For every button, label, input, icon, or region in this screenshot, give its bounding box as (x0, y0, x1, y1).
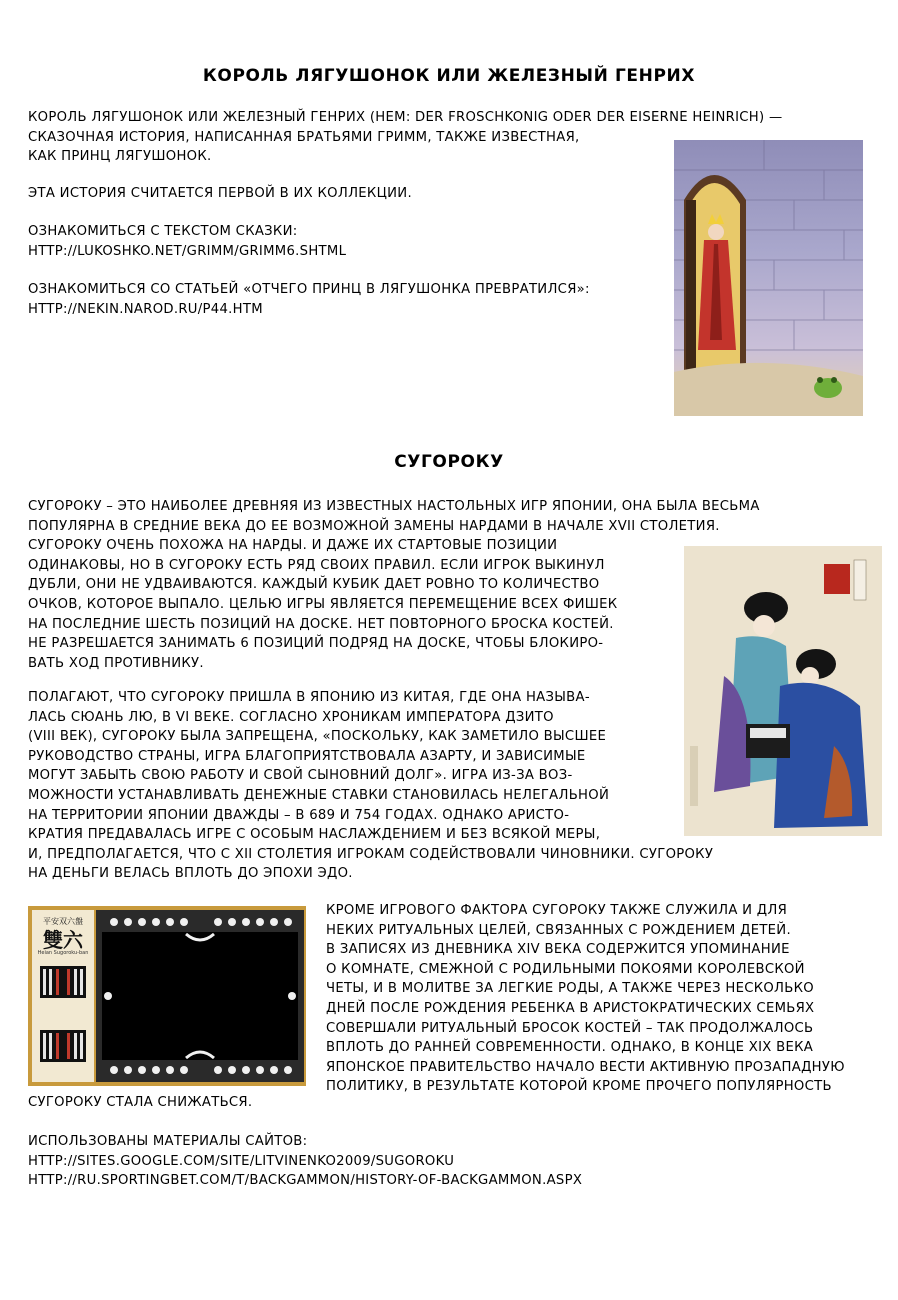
text-line: СУГОРОКУ – ЭТО НАИБОЛЕЕ ДРЕВНЯЯ ИЗ ИЗВЕСТНЫХ НАСТОЛЬНЫХ ИГР ЯПОНИИ, ОНА БЫЛА ВЕСЬМА (28, 499, 760, 514)
text-line: КАК ПРИНЦ ЛЯГУШОНОК. (28, 149, 212, 165)
text-line: ПОПУЛЯРНА В СРЕДНИЕ ВЕКА ДО ЕЕ ВОЗМОЖНОЙ ЗАМЕНЫ НАРДАМИ В НАЧАЛЕ XVII СТОЛЕТИЯ. (28, 518, 720, 534)
text-line: О КОМНАТЕ, СМЕЖНОЙ С РОДИЛЬНЫМИ ПОКОЯМИ КОРОЛЕВСКОЙ (326, 961, 805, 977)
text-line: ЛАСЬ СЮАНЬ ЛЮ, В VI ВЕКЕ. СОГЛАСНО ХРОНИКАМ ИМПЕРАТОРА ДЗИТО (28, 709, 554, 725)
article-link[interactable]: HTTP://NEKIN.NAROD.RU/P44.HTM (28, 301, 263, 317)
link-label: ОЗНАКОМИТЬСЯ СО СТАТЬЕЙ «ОТЧЕГО ПРИНЦ В ЛЯГУШОНКА ПРЕВРАТИЛСЯ»: (28, 282, 590, 297)
section-title-sugoroku: СУГОРОКУ (394, 452, 504, 472)
text-line: ОДИНАКОВЫ, НО В СУГОРОКУ ЕСТЬ РЯД СВОИХ ПРАВИЛ. ЕСЛИ ИГРОК ВЫКИНУЛ (28, 557, 605, 573)
text-line: КОРОЛЬ ЛЯГУШОНОК ИЛИ ЖЕЛЕЗНЫЙ ГЕНРИХ (НЕМ: DER FROSCHKONIG ODER DER EISERNE HEINRICH) — (28, 110, 783, 125)
sources-block (28, 1132, 582, 1191)
sugoroku-paragraph-3 (326, 901, 845, 1097)
text-line: КРАТИЯ ПРЕДАВАЛАСЬ ИГРЕ С ОСОБЫМ НАСЛАЖДЕНИЕМ И БЕЗ ВСЯКОЙ МЕРЫ, (28, 827, 601, 843)
sources-label: ИСПОЛЬЗОВАНЫ МАТЕРИАЛЫ САЙТОВ: (28, 1134, 308, 1149)
text-line: (VIII ВЕК), СУГОРОКУ БЫЛА ЗАПРЕЩЕНА, «ПОСКОЛЬКУ, КАК ЗАМЕТИЛО ВЫСШЕЕ (28, 729, 607, 745)
article-link-block (28, 280, 590, 319)
text-line: В ЗАПИСЯХ ИЗ ДНЕВНИКА XIV ВЕКА СОДЕРЖИТСЯ УПОМИНАНИЕ (326, 942, 790, 958)
text-line: ОЧКОВ, КОТОРОЕ ВЫПАЛО. ЦЕЛЬЮ ИГРЫ ЯВЛЯЕТСЯ ПЕРЕМЕЩЕНИЕ ВСЕХ ФИШЕК (28, 596, 618, 612)
text-line: ЯПОНСКОЕ ПРАВИТЕЛЬСТВО НАЧАЛО ВЕСТИ АКТИВНУЮ ПРОЗАПАДНУЮ (326, 1059, 845, 1075)
text-line: НА ПОСЛЕДНИЕ ШЕСТЬ ПОЗИЦИЙ НА ДОСКЕ. НЕТ ПОВТОРНОГО БРОСКА КОСТЕЙ. (28, 616, 614, 632)
sugoroku-paragraph-1 (28, 497, 760, 673)
princess-frog-illustration (674, 140, 863, 416)
frog-king-collection-note: ЭТА ИСТОРИЯ СЧИТАЕТСЯ ПЕРВОЙ В ИХ КОЛЛЕКЦИИ. (28, 186, 412, 201)
text-line: ДНЕЙ ПОСЛЕ РОЖДЕНИЯ РЕБЕНКА В АРИСТОКРАТИЧЕСКИХ СЕМЬЯХ (326, 1000, 815, 1016)
text-line: ПОЛАГАЮТ, ЧТО СУГОРОКУ ПРИШЛА В ЯПОНИЮ ИЗ КИТАЯ, ГДЕ ОНА НАЗЫВА- (28, 690, 590, 705)
text-line: СКАЗОЧНАЯ ИСТОРИЯ, НАПИСАННАЯ БРАТЬЯМИ ГРИММ, ТАКЖЕ ИЗВЕСТНАЯ, (28, 129, 580, 145)
text-line: НА ТЕРРИТОРИИ ЯПОНИИ ДВАЖДЫ – В 689 И 754 ГОДАХ. ОДНАКО АРИСТО- (28, 807, 570, 823)
text-line: ВАТЬ ХОД ПРОТИВНИКУ. (28, 655, 204, 671)
text-line: ПОЛИТИКУ, В РЕЗУЛЬТАТЕ КОТОРОЙ КРОМЕ ПРОЧЕГО ПОПУЛЯРНОСТЬ (326, 1079, 832, 1095)
text-line: СУГОРОКУ ОЧЕНЬ ПОХОЖА НА НАРДЫ. И ДАЖЕ ИХ СТАРТОВЫЕ ПОЗИЦИИ (28, 538, 558, 554)
board-kanji-big: 雙六 (43, 928, 83, 952)
text-line: МОЖНОСТИ УСТАНАВЛИВАТЬ ДЕНЕЖНЫЕ СТАВКИ СТАНОВИЛАСЬ НЕЛЕГАЛЬНОЙ (28, 787, 610, 803)
text-line: КРОМЕ ИГРОВОГО ФАКТОРА СУГОРОКУ ТАКЖЕ СЛУЖИЛА И ДЛЯ (326, 903, 788, 918)
text-line: ВПЛОТЬ ДО РАННЕЙ СОВРЕМЕННОСТИ. ОДНАКО, В КОНЦЕ XIX ВЕКА (326, 1040, 814, 1056)
board-kanji-small: 平安双六盤 (43, 917, 83, 926)
board-caption: Heian Sugoroku-ban (37, 950, 89, 956)
text-line: ДУБЛИ, ОНИ НЕ УДВАИВАЮТСЯ. КАЖДЫЙ КУБИК ДАЕТ РОВНО ТО КОЛИЧЕСТВО (28, 577, 600, 593)
text-line: НЕКИХ РИТУАЛЬНЫХ ЦЕЛЕЙ, СВЯЗАННЫХ С РОЖДЕНИЕМ ДЕТЕЙ. (326, 922, 791, 938)
text-line: НА ДЕНЬГИ ВЕЛАСЬ ВПЛОТЬ ДО ЭПОХИ ЭДО. (28, 866, 353, 882)
text-line: И, ПРЕДПОЛАГАЕТСЯ, ЧТО С XII СТОЛЕТИЯ ИГРОКАМ СОДЕЙСТВОВАЛИ ЧИНОВНИКИ. СУГОРОКУ (28, 846, 714, 862)
sugoroku-paragraph-2 (28, 688, 713, 884)
section-title-frog-king: КОРОЛЬ ЛЯГУШОНОК ИЛИ ЖЕЛЕЗНЫЙ ГЕНРИХ (202, 66, 696, 86)
frog-king-intro (28, 108, 782, 167)
geisha-playing-sugoroku-print (684, 546, 882, 836)
heian-sugoroku-board-image (28, 906, 306, 1086)
fairy-tale-link-block (28, 222, 346, 261)
text-line: МОГУТ ЗАБЫТЬ СВОЮ РАБОТУ И СВОЙ СЫНОВНИЙ ДОЛГ». ИГРА ИЗ-ЗА ВОЗ- (28, 768, 573, 784)
source-link[interactable]: HTTP://SITES.GOOGLE.COM/SITE/LITVINENKO2009/SUGOROKU (28, 1153, 455, 1169)
text-line: РУКОВОДСТВО СТРАНЫ, ИГРА БЛАГОПРИЯТСТВОВАЛА АЗАРТУ, И ЗАВИСИМЫЕ (28, 748, 586, 764)
source-link[interactable]: HTTP://RU.SPORTINGBET.COM/T/BACKGAMMON/HISTORY-OF-BACKGAMMON.ASPX (28, 1173, 583, 1189)
fairy-tale-link[interactable]: HTTP://LUKOSHKO.NET/GRIMM/GRIMM6.SHTML (28, 243, 347, 259)
sugoroku-paragraph-3-last-line: СУГОРОКУ СТАЛА СНИЖАТЬСЯ. (28, 1095, 253, 1110)
text-line: НЕ РАЗРЕШАЕТСЯ ЗАНИМАТЬ 6 ПОЗИЦИЙ ПОДРЯД НА ДОСКЕ, ЧТОБЫ БЛОКИРО- (28, 636, 604, 652)
text-line: ЧЕТЫ, И В МОЛИТВЕ ЗА ЛЕГКИЕ РОДЫ, А ТАКЖЕ ЧЕРЕЗ НЕСКОЛЬКО (326, 981, 814, 997)
text-line: СОВЕРШАЛИ РИТУАЛЬНЫЙ БРОСОК КОСТЕЙ – ТАК ПРОДОЛЖАЛОСЬ (326, 1020, 814, 1036)
link-label: ОЗНАКОМИТЬСЯ С ТЕКСТОМ СКАЗКИ: (28, 224, 298, 239)
